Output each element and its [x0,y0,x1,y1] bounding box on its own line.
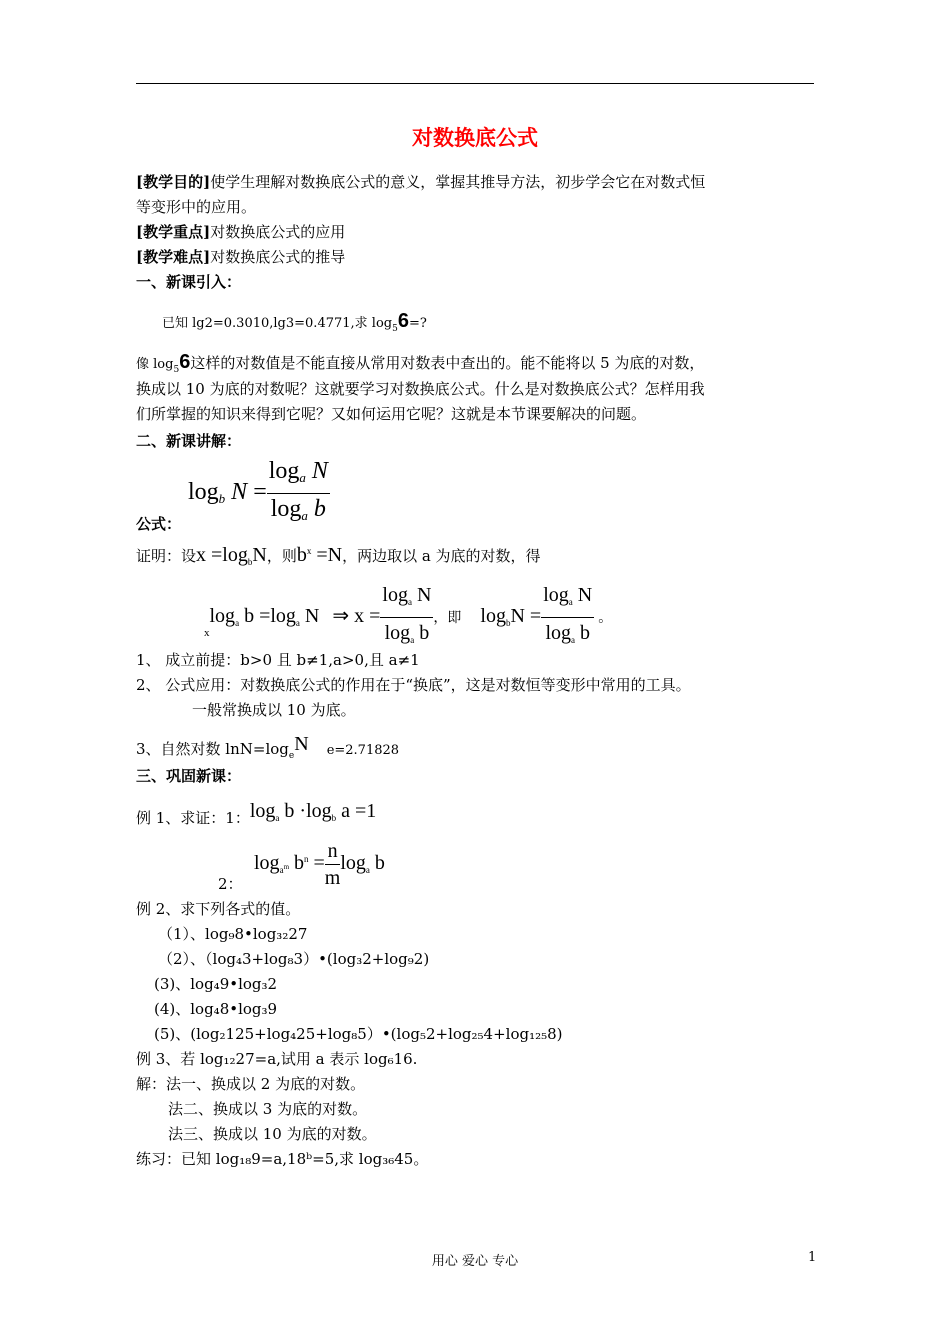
difficulty-text: 对数换底公式的推导 [210,248,346,266]
solution-2: 法二、换成以 3 为底的对数。 [168,1100,368,1118]
solution-1: 解：法一、换成以 2 为底的对数。 [136,1075,366,1093]
page-number: 1 [808,1250,817,1265]
section-1-heading: 一、新课引入： [136,273,242,291]
difficulty-line [136,246,345,268]
proof-ji: ，即 [433,610,462,627]
item-3-text: 3、自然对数 lnN=log [136,740,289,758]
formula-label: 公式： [136,515,182,533]
goal-text: 使学生理解对数换底公式的意义，掌握其推导方法，初步学会它在对数式恒 [210,173,706,191]
example-1: 例 1、求证：1：$\log_a b \cdot\log_b$ a =1 [136,800,377,827]
intro-p1-text: 这样的对数值是不能直接从常用对数表中查出的。能不能将以 5 为底的对数， [190,354,705,372]
example-3: 例 3、若 log₁₂27=a,试用 a 表示 log₆16. [136,1050,418,1068]
section-3-heading: 三、巩固新课： [136,767,242,785]
intro-question-text: 已知 lg2=0.3010,lg3=0.4771,求 log [162,316,393,331]
intro-question-end: =? [408,316,427,331]
intro-question: 已知 lg2=0.3010,lg3=0.4771,求 $\log_56=$? [162,310,427,334]
header-rule [136,83,814,84]
item-3: 3、自然对数 $\ln N=\log_eN$ e=2.71828 [136,733,400,761]
proof-then: ，则 [266,547,297,565]
page-title: 对数换底公式 [412,125,538,150]
example-2-item-5: (5)、(log₂125+log₄25+log₈5）•(log₅2+log₂₅4+log₁₂₅8) [154,1025,563,1043]
key-text: 对数换底公式的应用 [210,223,346,241]
example-2-item-2: （2）、（log₄3+log₈3）•(log₃2+log₉2) [158,950,430,968]
example-1-part-2: $\log_{a^m} b^n$ = $\frac{n}{m}$ $\log_a b$ [254,840,385,889]
solution-3: 法三、换成以 10 为底的对数。 [168,1125,377,1143]
intro-paragraph-2: 换成以 10 为底的对数呢？这就要学习对数换底公式。什么是对数换底公式？怎样用我 [136,380,705,398]
proof-end: 。 [598,610,613,627]
intro-p1-lead: 像 log [136,357,174,372]
item-3-e: e=2.71828 [326,743,400,758]
item-2: 2、 公式应用：对数换底公式的作用在于“换底”，这是对数恒等变形中常用的工具。 [136,676,691,694]
goal-tag: [教学目的] [136,173,211,191]
goal-line-2: 等变形中的应用。 [136,198,257,216]
page-footer: 用心 爱心 专心 [431,1254,519,1269]
section-2-heading: 二、新课讲解： [136,432,242,450]
item-2-cont: 一般常换成以 10 为底。 [192,701,356,719]
example-1-label: 例 1、求证：1： [136,809,250,827]
item-1: 1、 成立前提：b>0 且 b≠1,a>0,且 a≠1 [136,651,420,669]
example-2-item-3: (3)、log₄9•log₃2 [154,975,278,993]
proof-line: 证明：设$x =\log_bN$，则$b^x =N$，两边取以 a 为底的对数，得 [136,544,541,567]
proof-derivation: $_x\log_a$ $b =\log_a$ N ⇒ x = $\frac{\log_a N}{\log_a b}$ ，即 $\log_bN$ = $\frac{\log_a N}{\log_a b}$ 。 [204,580,612,655]
intro-paragraph-3: 们所掌握的知识来得到它呢？又如何运用它呢？这就是本节课要解决的问题。 [136,405,647,423]
practice: 练习：已知 log₁₈9=a,18ᵇ=5,求 log₃₆45。 [136,1150,429,1168]
example-2-item-4: (4)、log₄8•log₃9 [154,1000,278,1018]
change-of-base-formula: $\log_b N$ = $\frac{\log_a N}{\log_a b}$ [188,458,328,523]
difficulty-tag: [教学难点] [136,248,211,266]
goal-line [136,171,705,193]
key-line [136,221,345,243]
key-tag: [教学重点] [136,223,211,241]
example-2-item-1: （1）、log₉8•log₃₂27 [158,925,308,943]
example-2: 例 2、求下列各式的值。 [136,900,301,918]
intro-paragraph-1: 像 $\log_56$这样的对数值是不能直接从常用对数表中查出的。能不能将以 5 为底的对数， [136,351,705,375]
proof-lead: 证明：设 [136,547,197,565]
example-1-part-2-label: 2： [218,875,243,893]
proof-rest: ，两边取以 a 为底的对数，得 [342,547,541,565]
